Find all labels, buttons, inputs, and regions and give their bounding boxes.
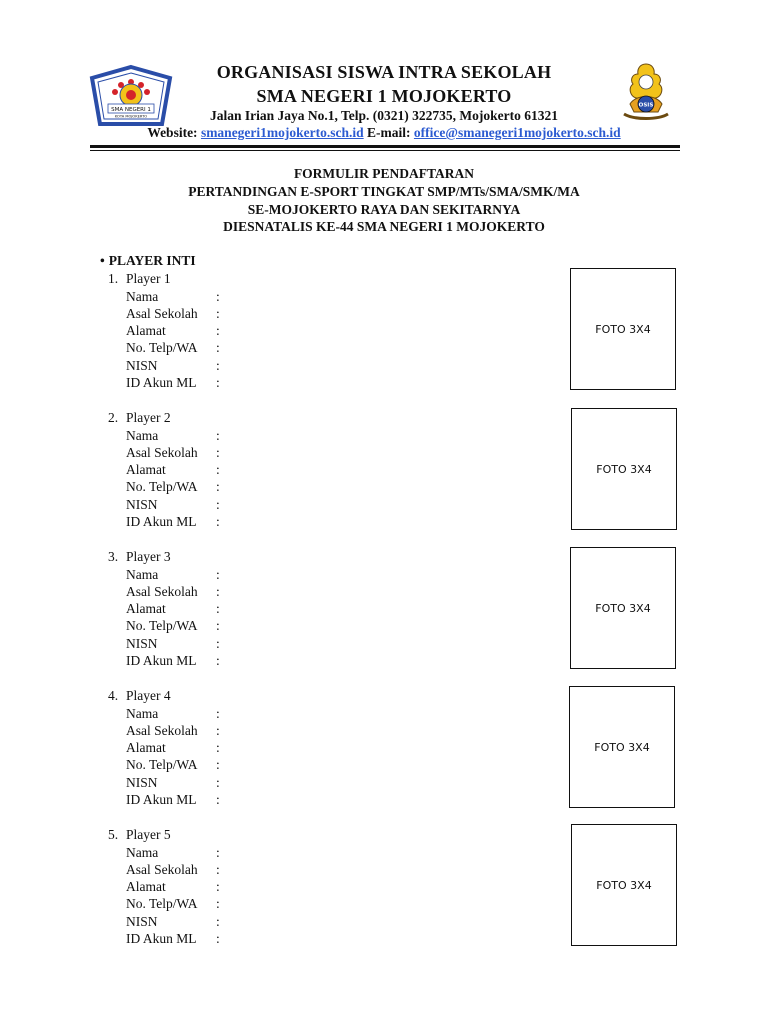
photo-label: FOTO 3X4 [596,878,652,892]
field-label: No. Telp/WA [126,618,198,633]
field-row-alamat[interactable] [126,323,526,340]
field-row-nisn[interactable] [126,497,526,514]
player-heading [108,688,171,704]
field-label: ID Akun ML [126,514,197,529]
field-label: Asal Sekolah [126,445,198,460]
field-label: ID Akun ML [126,653,197,668]
svg-text:OSIS: OSIS [638,102,654,109]
player-heading [108,271,171,287]
field-colon: : [216,723,220,738]
field-row-alamat[interactable] [126,879,526,896]
field-colon: : [216,706,220,721]
field-colon: : [216,845,220,860]
field-colon: : [216,914,220,929]
field-row-nama[interactable] [126,567,526,584]
field-label: Nama [126,289,159,304]
player-heading [108,549,171,565]
photo-box[interactable] [570,547,676,669]
org-name: ORGANISASI SISWA INTRA SEKOLAH [216,62,552,82]
field-colon: : [216,497,220,512]
section-title: PLAYER INTI [108,253,196,268]
form-title: FORMULIR PENDAFTARAN [293,166,475,181]
field-label: Asal Sekolah [126,584,198,599]
email-label: E-mail: [367,125,411,140]
field-colon: : [216,618,220,633]
field-colon: : [216,862,220,877]
field-label: ID Akun ML [126,931,197,946]
player-label: Player 5 [126,827,171,842]
contact-line [0,125,768,141]
field-row-telp[interactable] [126,340,526,357]
field-row-asal-sekolah[interactable] [126,445,526,462]
field-label: Asal Sekolah [126,723,198,738]
field-label: NISN [126,497,158,512]
player-label: Player 4 [126,688,171,703]
website-label: Website: [147,125,198,140]
form-subtitle-region: SE-MOJOKERTO RAYA DAN SEKITARNYA [247,202,521,217]
field-label: Asal Sekolah [126,306,198,321]
player-number: 3. [108,549,119,564]
header-divider-thin [90,150,680,151]
field-colon: : [216,896,220,911]
field-row-telp[interactable] [126,618,526,635]
photo-box[interactable] [571,408,677,530]
player-number: 2. [108,410,119,425]
field-row-nisn[interactable] [126,775,526,792]
field-label: No. Telp/WA [126,479,198,494]
player-number: 5. [108,827,119,842]
field-label: Alamat [126,879,166,894]
field-colon: : [216,375,220,390]
form-subtitle-event: PERTANDINGAN E-SPORT TINGKAT SMP/MTs/SMA/SMK/MA [188,184,580,199]
player-label: Player 2 [126,410,171,425]
field-colon: : [216,792,220,807]
field-label: No. Telp/WA [126,757,198,772]
field-label: Nama [126,706,159,721]
player-heading [108,827,171,843]
field-colon: : [216,601,220,616]
field-row-id-akun[interactable] [126,375,526,392]
field-label: Nama [126,567,159,582]
field-row-nama[interactable] [126,706,526,723]
field-row-telp[interactable] [126,896,526,913]
field-row-alamat[interactable] [126,740,526,757]
field-row-asal-sekolah[interactable] [126,862,526,879]
field-label: Nama [126,428,159,443]
photo-box[interactable] [569,686,675,808]
field-row-asal-sekolah[interactable] [126,306,526,323]
player-number: 4. [108,688,119,703]
section-heading [100,253,196,269]
field-colon: : [216,567,220,582]
field-label: NISN [126,636,158,651]
field-colon: : [216,358,220,373]
field-label: ID Akun ML [126,375,197,390]
svg-text:SMA NEGERI 1: SMA NEGERI 1 [111,107,151,113]
field-row-id-akun[interactable] [126,792,526,809]
field-row-alamat[interactable] [126,462,526,479]
player-label: Player 3 [126,549,171,564]
player-label: Player 1 [126,271,171,286]
school-name: SMA NEGERI 1 MOJOKERTO [256,86,512,106]
field-colon: : [216,879,220,894]
field-row-id-akun[interactable] [126,931,526,948]
field-label: No. Telp/WA [126,340,198,355]
email-link[interactable]: office@smanegeri1mojokerto.sch.id [413,125,621,140]
field-colon: : [216,636,220,651]
field-colon: : [216,340,220,355]
field-colon: : [216,289,220,304]
field-row-asal-sekolah[interactable] [126,723,526,740]
field-label: NISN [126,358,158,373]
field-label: Alamat [126,323,166,338]
photo-label: FOTO 3X4 [595,601,651,615]
field-label: Alamat [126,601,166,616]
field-colon: : [216,445,220,460]
website-link[interactable]: smanegeri1mojokerto.sch.id [200,125,364,140]
field-colon: : [216,653,220,668]
field-colon: : [216,462,220,477]
svg-text:KOTA MOJOKERTO: KOTA MOJOKERTO [114,114,148,119]
player-block [108,827,568,957]
field-label: NISN [126,775,158,790]
field-label: Nama [126,845,159,860]
player-block [108,688,568,818]
field-colon: : [216,428,220,443]
form-subtitle-occasion: DIESNATALIS KE-44 SMA NEGERI 1 MOJOKERTO [223,219,545,234]
field-colon: : [216,584,220,599]
photo-label: FOTO 3X4 [595,322,651,336]
player-block [108,410,568,540]
field-colon: : [216,306,220,321]
field-row-asal-sekolah[interactable] [126,584,526,601]
field-colon: : [216,775,220,790]
bullet-icon: • [100,253,105,268]
player-number: 1. [108,271,119,286]
field-row-telp[interactable] [126,757,526,774]
field-row-id-akun[interactable] [126,514,526,531]
field-row-nisn[interactable] [126,358,526,375]
field-row-nama[interactable] [126,428,526,445]
field-colon: : [216,931,220,946]
field-label: Alamat [126,462,166,477]
photo-label: FOTO 3X4 [594,740,650,754]
player-heading [108,410,171,426]
field-colon: : [216,479,220,494]
player-block [108,549,568,679]
field-row-id-akun[interactable] [126,653,526,670]
field-row-alamat[interactable] [126,601,526,618]
field-row-nama[interactable] [126,845,526,862]
field-colon: : [216,514,220,529]
field-row-nisn[interactable] [126,636,526,653]
field-label: Alamat [126,740,166,755]
school-address: Jalan Irian Jaya No.1, Telp. (0321) 322735, Mojokerto 61321 [209,108,558,123]
field-label: ID Akun ML [126,792,197,807]
header-divider-thick [90,145,680,148]
field-colon: : [216,323,220,338]
photo-label: FOTO 3X4 [596,462,652,476]
field-label: Asal Sekolah [126,862,198,877]
field-colon: : [216,740,220,755]
photo-box[interactable] [571,824,677,946]
player-block [108,271,568,401]
field-row-telp[interactable] [126,479,526,496]
field-colon: : [216,757,220,772]
field-row-nama[interactable] [126,289,526,306]
field-label: NISN [126,914,158,929]
field-label: No. Telp/WA [126,896,198,911]
field-row-nisn[interactable] [126,914,526,931]
photo-box[interactable] [570,268,676,390]
